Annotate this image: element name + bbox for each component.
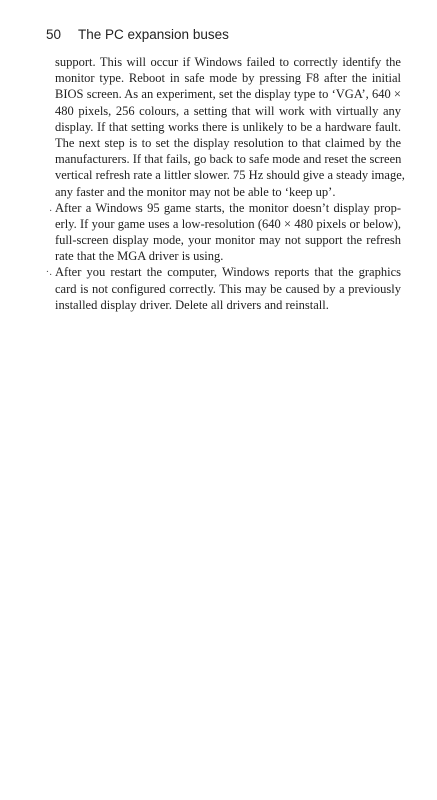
text-line: BIOS screen. As an experiment, set the display type to ‘VGA’, 640 × [55,87,401,102]
text-line: erly. If your game uses a low-resolution (640 × 480 pixels or below), [55,216,401,231]
text-line: display. If that setting works there is unlikely to be a hardware fault. [55,119,401,134]
text-line: installed display driver. Delete all drivers and reinstall. [55,297,329,312]
text-line: After a Windows 95 game starts, the monitor doesn’t display prop- [55,200,401,215]
running-title: The PC expansion buses [78,27,229,42]
bullet-item [49,200,401,265]
text-line: rate that the MGA driver is using. [55,249,224,264]
paragraph [55,54,405,200]
running-header [46,26,229,44]
text-line: card is not configured correctly. This may be caused by a previously [55,281,401,296]
text-line: any faster and the monitor may not be able to ‘keep up’. [55,184,336,199]
bullet-marker: . [49,201,52,214]
body-text [45,54,405,313]
bullet-marker: ·. [45,266,52,279]
bullet-item [45,264,401,313]
text-line: vertical refresh rate a littler slower. 75 Hz should give a steady image, [55,168,405,183]
text-line: support. This will occur if Windows failed to correctly identify the [55,55,401,69]
text-line: monitor type. Reboot in safe mode by pressing F8 after the initial [55,71,401,86]
text-line: manufacturers. If that fails, go back to safe mode and reset the screen [55,152,402,167]
text-line: After you restart the computer, Windows reports that the graphics [55,265,401,280]
text-line: The next step is to set the display resolution to that claimed by the [55,135,401,150]
page-number: 50 [46,27,62,42]
text-line: full-screen display mode, your monitor may not support the refresh [55,233,401,248]
text-line: 480 pixels, 256 colours, a setting that will work with virtually any [55,103,401,118]
